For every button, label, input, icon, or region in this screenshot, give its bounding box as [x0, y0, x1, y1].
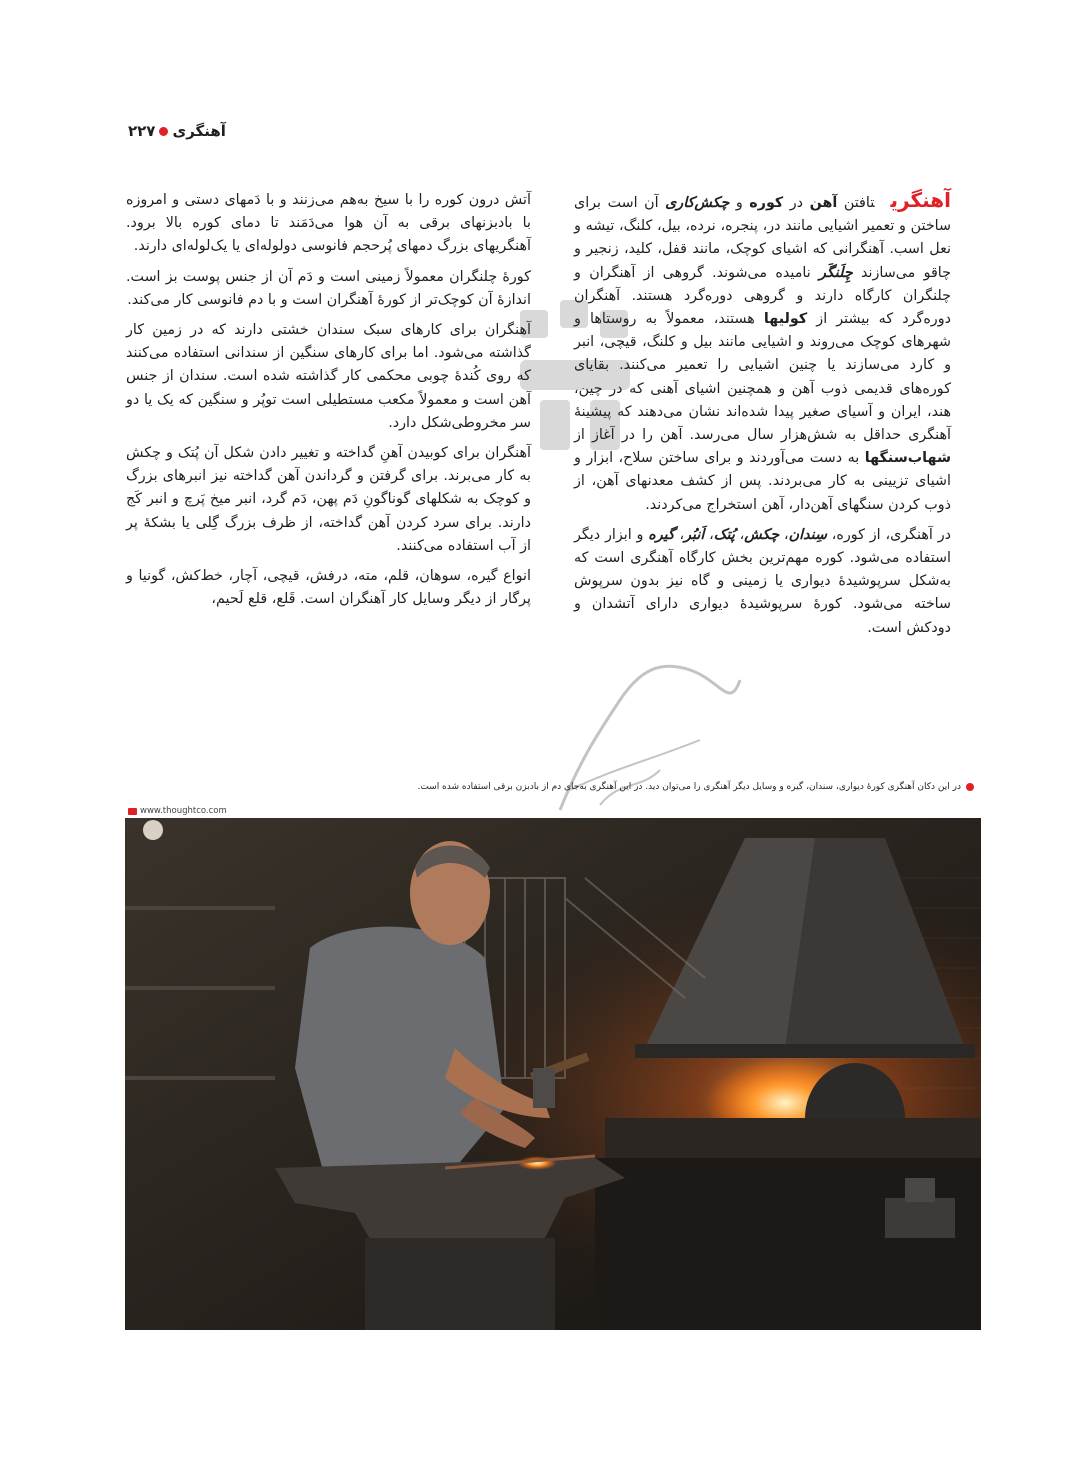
- keyword-meteorites: شهاب‌سنگها: [864, 450, 951, 467]
- text-run: در آهنگری، از کوره،: [826, 526, 951, 543]
- page-number: ۲۲۷: [128, 122, 156, 140]
- left-paragraph-4: آهنگران برای کوبیدن آهنِ گداخته و تغییر دادن شکل آن پُتک و چکش به کار می‌برند. برای گرفتن و گرداندن آهن گداخته نیز انبرهای بزرگ و کوچک به شکلهای گوناگونِ دَم پهن، دَم گرد، انبر میخ پَرچ و انبر کَج دارند. برای سرد کردن آهن گداخته، از ظرف بزرگ گِلی یا بشکهٔ پر از آب استفاده می‌کنند.: [126, 445, 531, 554]
- keyword-gypsies: کولیها: [763, 311, 808, 328]
- text-run: ،: [674, 526, 685, 543]
- keyword-furnace: کوره: [749, 195, 784, 211]
- keyword-locksmith: چِلَنگَر: [819, 264, 853, 281]
- photo-caption: [344, 782, 974, 792]
- text-run: و ابزار دیگر استفاده می‌شود. کوره مهم‌ترین بخش کارگاه آهنگری است که به‌شکل سرپوشیدهٔ دیواری یا زمینی و گاه نیز بدون سرپوش ساخته می‌شود. کورهٔ سرپوشیدهٔ دیواری دارای آتشدان و دودکش است.: [574, 526, 951, 636]
- left-paragraph-1: آتش درون کوره را با سیخ به‌هم می‌زنند و با دَمهای دستی و امروزه با بادبزنهای برقی به آن هوا می‌دَمَند تا دمای کوره بالا برود. آهنگریهای بزرگ دمهای پُرحجم فانوسی دولوله‌ای یا یک‌لوله‌ای دارند.: [126, 192, 531, 255]
- keyword-tongs: اَنبُر: [684, 526, 705, 543]
- running-header: [128, 122, 226, 140]
- caption-bullet-icon: [966, 783, 974, 791]
- keyword-iron: آهن: [809, 195, 838, 211]
- keyword-hammering: چکش‌کاری: [665, 195, 730, 211]
- keyword-vise: گیره: [648, 526, 675, 543]
- text-run: نامیده می‌شوند. گروهی از آهنگران و چلنگران کارگاه دارند و گروهی دوره‌گرد هستند. آهنگران دوره‌گرد که بیشتر از: [574, 264, 951, 328]
- photo-source-url: www.thoughtco.com: [140, 806, 227, 816]
- keyword-hammer: چکش: [744, 526, 780, 543]
- left-column: [126, 189, 531, 618]
- text-run: هستند، معمولاً به روستاها و شهرهای کوچک می‌روند و اشیایی مانند بیل و کلنگ، قیچی، انبر و کارد می‌سازند یا چنین اشیایی را تعمیر می‌کنند. بقایای کوره‌های قدیمی ذوب آهن و همچنین اشیای آهنی که در چین، هند، ایران و آسیای صغیر پیدا شده‌اند نشان می‌دهند که پیشینهٔ آهنگری حداقل به شش‌هزار سال می‌رسد. آهن را در آغاز از: [574, 311, 951, 444]
- text-run: ،: [704, 526, 714, 543]
- blacksmith-photo: [125, 818, 981, 1330]
- camera-icon: [128, 808, 137, 815]
- keyword-sledgehammer: پُتک: [713, 526, 735, 543]
- caption-text: در این دکان آهنگری کورهٔ دیواری، سندان، گیره و وسایل دیگر آهنگری را می‌توان دید. در این آهنگری به‌جای دم از بادبزن برقی استفاده شده است.: [417, 782, 961, 792]
- text-run: در: [783, 195, 810, 211]
- left-paragraph-5: انواع گیره، سوهان، قلم، مته، درفش، قیچی، آچار، خط‌کش، گونیا و پرگار از دیگر وسایل کار آهنگران است. قَلع، قلع لَحیم،: [126, 568, 531, 608]
- entry-paragraph-1: [574, 189, 951, 517]
- left-paragraph-3: آهنگران برای کارهای سبک سندان خشتی دارند که در زمین کار گذاشته می‌شود. اما برای کارهای سنگین از سندانی استفاده می‌کنند که روی کُندهٔ چوبی محکمی کار گذاشته شده است. سندان از جنس آهن است و معمولاً مکعب مستطیلی است توپُر و سنگین که یک یا دو سر مخروطی‌شکل دارد.: [126, 322, 531, 431]
- text-run: ،: [779, 526, 789, 543]
- signature-watermark: [540, 640, 750, 820]
- text-run: آن است برای ساختن و تعمیر اشیایی مانند در، پنجره، نرده، بیل، کلنگ، تیشه و نعل اسب. آهنگرانی که اشیای کوچک، مانند قفل، کلید، زنجیر و چاقو می‌سازند: [574, 195, 951, 281]
- header-title: آهنگری: [172, 122, 226, 140]
- text-run: به دست می‌آوردند و برای ساختن سلاح، ابزار و اشیای تزیینی به کار می‌بردند. پس از کشف معدنهای آهن، از ذوب کردن سنگهای آهن‌دار، آهن استخراج می‌کردند.: [574, 450, 951, 513]
- header-bullet-icon: [159, 127, 168, 136]
- blacksmith-illustration: [125, 818, 981, 1330]
- entry-title: آهنگری: [890, 188, 951, 212]
- right-column: [574, 189, 951, 647]
- entry-paragraph-2: [574, 524, 951, 640]
- photo-source: [128, 806, 227, 816]
- text-run: تافتن: [837, 195, 875, 211]
- text-run: ،: [734, 526, 745, 543]
- left-paragraph-2: کورهٔ چلنگران معمولاً زمینی است و دَم آن از جنس پوست بز است. اندازهٔ آن کوچک‌تر از کورهٔ آهنگران است و با دم فانوسی کار می‌کند.: [126, 268, 531, 308]
- keyword-anvil: سِندان: [788, 526, 827, 543]
- text-run: و: [729, 195, 750, 211]
